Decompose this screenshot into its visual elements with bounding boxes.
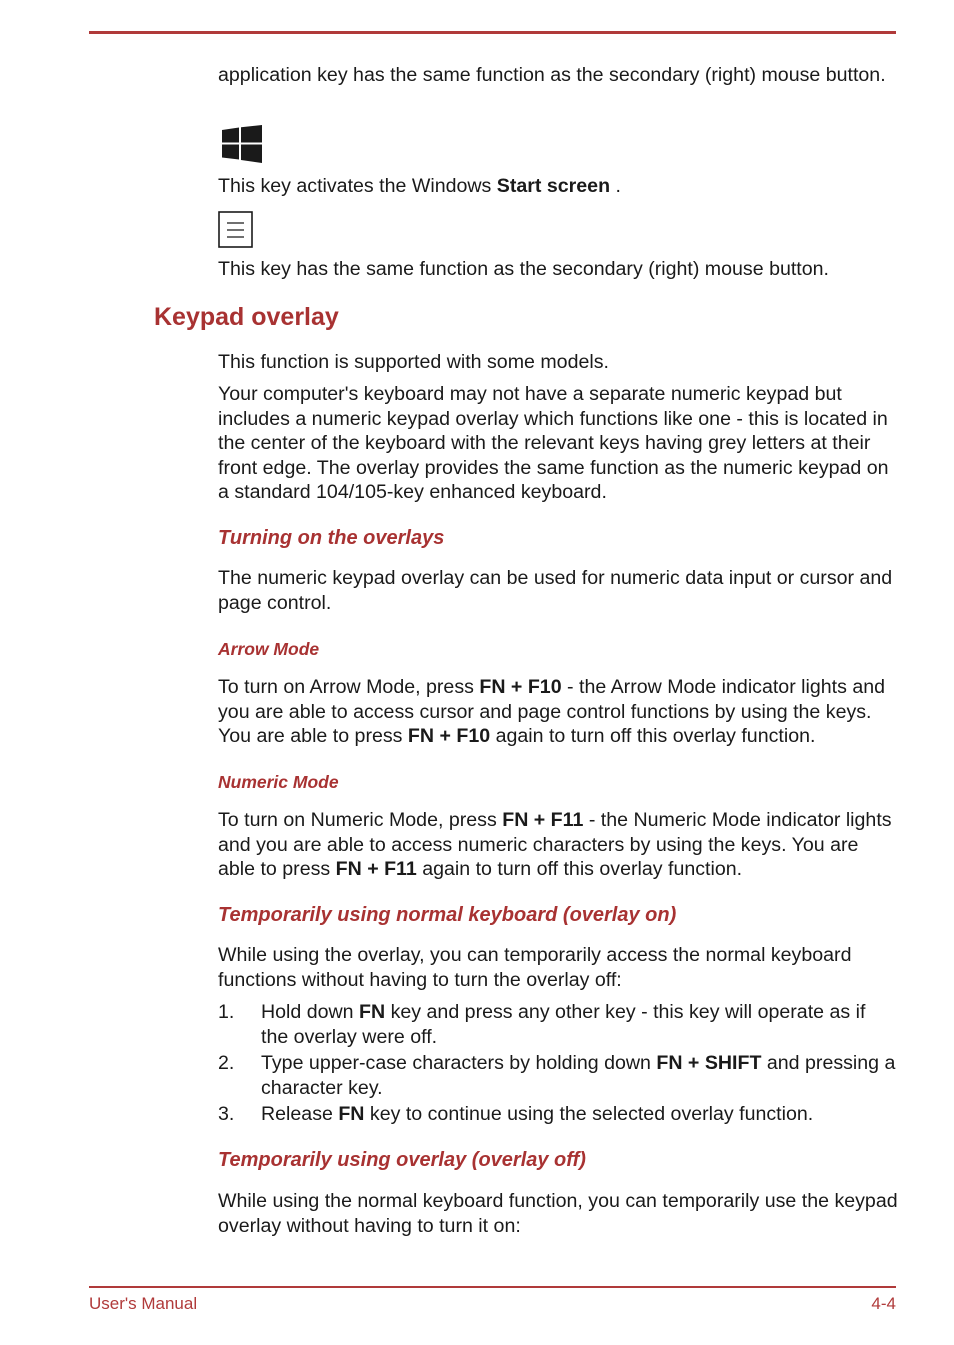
list-item <box>218 1000 898 1050</box>
list-key: FN + SHIFT <box>656 1052 762 1074</box>
arrow-mode-key-2: FN + F10 <box>407 725 491 747</box>
list-number: 2. <box>218 1052 235 1074</box>
page-number: 4-4 <box>871 1294 896 1313</box>
numeric-mode-text-1: To turn on Numeric Mode, press <box>218 809 503 831</box>
temp-overlay-paragraph: While using the normal keyboard function, you can temporarily use the keypad overlay without having to turn it on: <box>218 1190 898 1237</box>
menu-key-icon <box>218 211 253 248</box>
temp-normal-heading: Temporarily using normal keyboard (overlay on) <box>218 904 677 926</box>
windows-logo-icon <box>222 125 262 163</box>
list-key: FN <box>338 1103 365 1125</box>
overlay-description: Your computer's keyboard may not have a separate numeric keypad but includes a numeric keypad overlay which functions like one - this is located in the center of the keyboard with the relevant keys having grey letters at their front edge. The overlay provides the same function as the numeric keypad on a standard 104/105-key enhanced keyboard. <box>218 383 889 503</box>
numeric-mode-text-3: again to turn off this overlay function. <box>416 858 743 880</box>
start-screen-bold: Start screen <box>496 175 611 197</box>
section-title: Keypad overlay <box>154 303 339 331</box>
start-screen-description <box>218 174 898 199</box>
header-rule <box>89 31 896 34</box>
arrow-mode-text-2: - the Arrow Mode indicator lights and you are able to access cursor and page control functions by using the keys. You are able to press <box>218 676 886 747</box>
numeric-mode-heading: Numeric Mode <box>218 772 339 792</box>
list-number: 3. <box>218 1103 235 1125</box>
arrow-mode-paragraph <box>218 675 898 749</box>
menu-key-description: This key has the same function as the secondary (right) mouse button. <box>218 258 829 280</box>
footer-rule <box>89 1286 896 1288</box>
list-item <box>218 1102 898 1127</box>
list-text: key to continue using the selected overlay function. <box>364 1103 814 1125</box>
list-number: 1. <box>218 1001 235 1023</box>
list-item <box>218 1051 898 1101</box>
numeric-mode-key-1: FN + F11 <box>502 809 584 831</box>
footer-manual-title: User's Manual <box>89 1294 198 1313</box>
arrow-mode-heading: Arrow Mode <box>218 639 320 659</box>
list-text: key and press any other key - this key will operate as if the overlay were off. <box>261 1001 866 1048</box>
list-text: Type upper-case characters by holding down <box>261 1052 657 1074</box>
support-note: This function is supported with some models. <box>218 351 609 373</box>
list-text: Release <box>261 1103 339 1125</box>
intro-paragraph: application key has the same function as the secondary (right) mouse button. <box>218 64 886 86</box>
arrow-mode-key-1: FN + F10 <box>479 676 562 698</box>
temp-overlay-heading: Temporarily using overlay (overlay off) <box>218 1149 586 1171</box>
list-text: and pressing a character key. <box>261 1052 896 1099</box>
start-screen-text-end: . <box>610 175 621 197</box>
turning-on-heading: Turning on the overlays <box>218 527 445 549</box>
list-text: Hold down <box>261 1001 360 1023</box>
turning-on-paragraph: The numeric keypad overlay can be used for numeric data input or cursor and page control. <box>218 567 893 614</box>
steps-list <box>218 1000 898 1128</box>
numeric-mode-text-2: - the Numeric Mode indicator lights and you are able to access numeric characters by using the keys. You are able to press <box>218 809 892 880</box>
temp-normal-paragraph: While using the overlay, you can temporarily access the normal keyboard functions without having to turn the overlay off: <box>218 944 852 991</box>
start-screen-text: This key activates the Windows <box>218 175 497 197</box>
numeric-mode-paragraph <box>218 808 898 882</box>
list-key: FN <box>359 1001 386 1023</box>
numeric-mode-key-2: FN + F11 <box>335 858 417 880</box>
arrow-mode-text-1: To turn on Arrow Mode, press <box>218 676 480 698</box>
arrow-mode-text-3: again to turn off this overlay function. <box>490 725 816 747</box>
